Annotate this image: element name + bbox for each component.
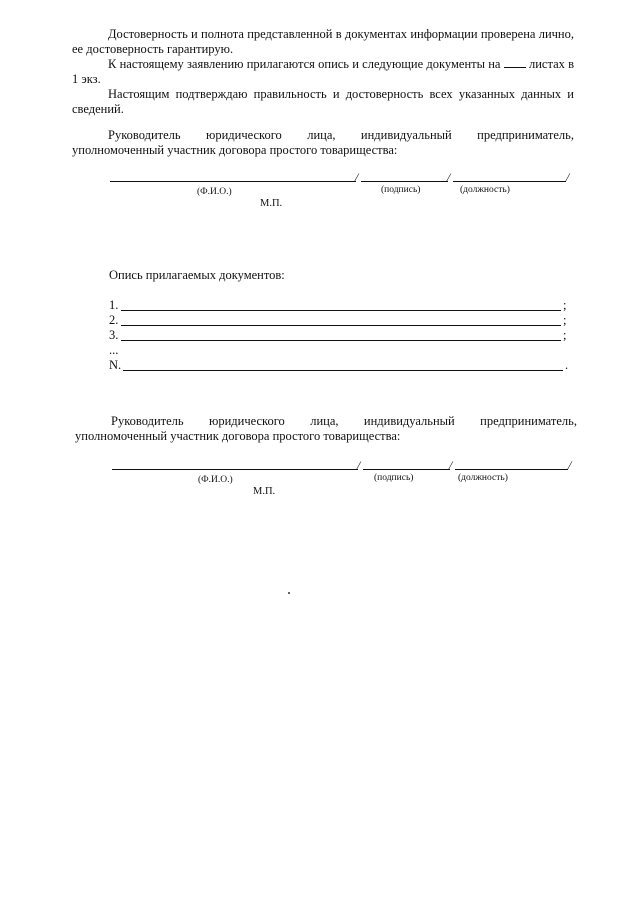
paragraph-confirmation [72,87,574,117]
list-item-number: ... [109,343,119,357]
list-item-line [123,370,563,371]
list-item-end: . [565,358,569,372]
signatory-title-2 [75,414,577,444]
inventory-heading: Опись прилагаемых документов: [109,268,285,282]
scan-speck [288,592,290,594]
list-item-number: N. [109,358,122,372]
fio-caption: (Ф.И.О.) [198,475,233,485]
separator-slash: / [449,458,453,472]
paragraph-line: сведений. [72,102,124,116]
seal-place-label: М.П. [260,198,283,209]
list-item-line [121,325,561,326]
signatory-title-1 [72,128,574,158]
signatory-line: Руководитель юридического лица, индивидуальный предприниматель, [108,128,574,142]
list-item-number: 2. [109,313,119,327]
paragraph-line: Достоверность и полнота представленной в документах информации проверена лично, [108,27,574,41]
separator-slash: / [566,170,570,184]
separator-slash: / [355,170,359,184]
fio-signature-line [112,469,358,470]
paragraph-line: Настоящим подтверждаю правильность и достоверность всех указанных данных и [108,87,574,101]
paragraph-line: ее достоверность гарантирую. [72,42,234,56]
paragraph-line: 1 экз. [72,72,101,86]
separator-slash: / [568,458,572,472]
list-item-end: ; [563,313,567,327]
sheet-count-blank [504,57,526,68]
list-item-number: 1. [109,298,119,312]
position-signature-line [455,469,568,470]
position-caption: (должность) [458,473,508,483]
list-item-number: 3. [109,328,119,342]
fio-caption: (Ф.И.О.) [197,187,232,197]
seal-place-label: М.П. [253,486,276,497]
list-item-line [121,310,561,311]
signatory-line: уполномоченный участник договора простого товарищества: [75,429,401,443]
position-caption: (должность) [460,185,510,195]
signature-caption: (подпись) [374,473,414,483]
sign-signature-line [363,469,450,470]
paragraph-accuracy [72,27,574,57]
list-item-line [121,340,561,341]
list-item-end: ; [563,328,567,342]
list-item-end: ; [563,298,567,312]
paragraph-line: К настоящему заявлению прилагаются опись и следующие документы на листах в [108,57,575,71]
signatory-line: уполномоченный участник договора простого товарищества: [72,143,398,157]
sign-signature-line [361,181,448,182]
separator-slash: / [447,170,451,184]
paragraph-attachments [72,57,574,87]
separator-slash: / [357,458,361,472]
position-signature-line [453,181,566,182]
signature-caption: (подпись) [381,185,421,195]
signatory-line: Руководитель юридического лица, индивидуальный предприниматель, [111,414,577,428]
fio-signature-line [110,181,356,182]
